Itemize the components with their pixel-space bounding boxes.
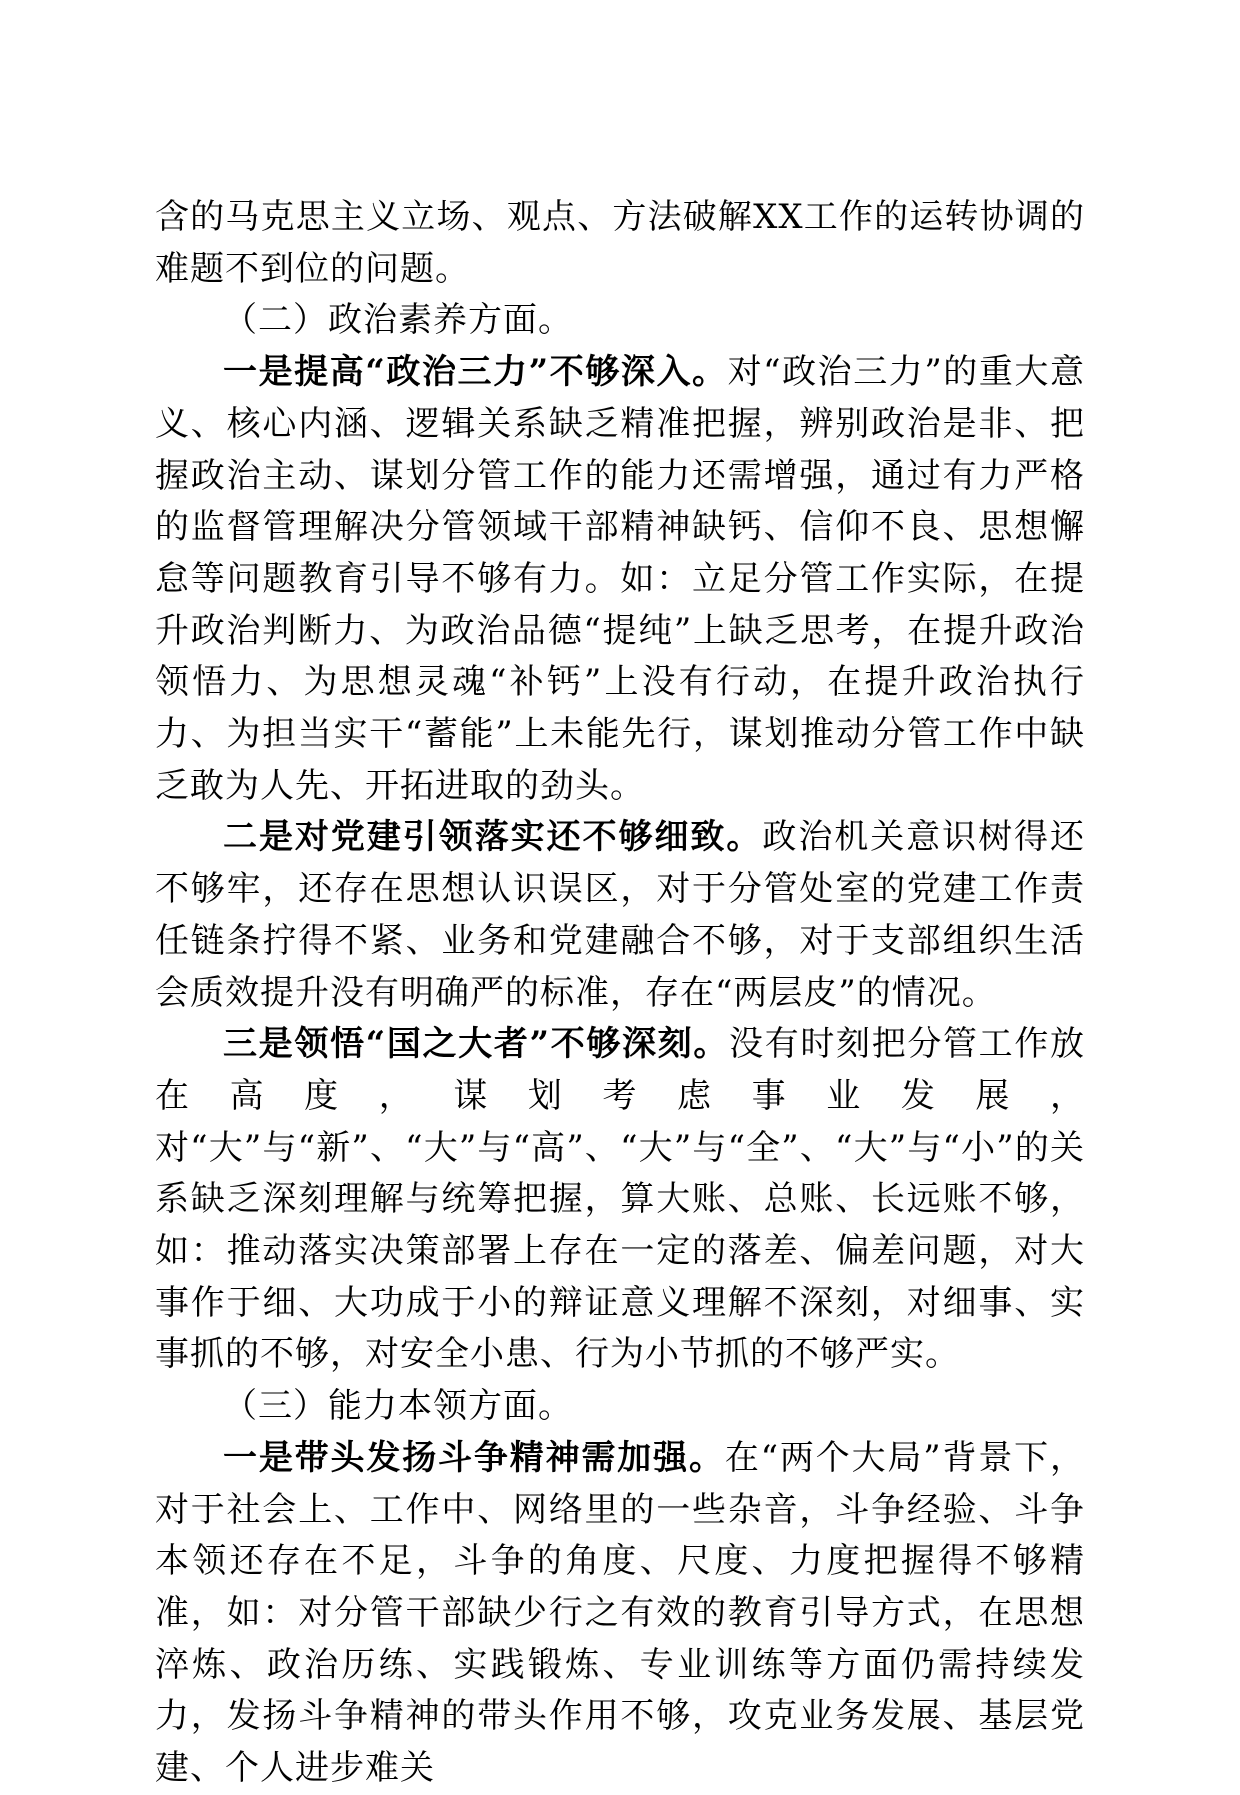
paragraph-text: 政治机关意识树得还不够牢，还存在思想认识误区，对于分管处室的党建工作责任链条拧得不紧、业务和党建融合不够，对于支部组织生活会质效提升没有明确严的标准，存在“两层皮”的情况。 — [155, 817, 1086, 1013]
paragraph-text: 没有时刻把分管工作放在高度，谋划考虑事业发展，对“大”与“新”、“大”与“高”、“大”与“全”、“大”与“小”的关系缺乏深刻理解与统筹把握，算大账、总账、长远账不够，如：推动落实决策部署上存在一定的落差、偏差问题，对大事作于细、大功成于小的辩证意义理解不深刻，对细事、实事抓的不够，对安全小患、行为小节抓的不够严实。 — [155, 1024, 1085, 1375]
section-heading-capability: （三）能力本领方面。 — [223, 1386, 573, 1427]
paragraph-text: 在“两个大局”背景下，对于社会上、工作中、网络里的一些杂音，斗争经验、斗争本领还存在不足，斗争的角度、尺度、力度把握得不够精准，如：对分管干部缺少行之有效的教育引导方式，在思想淬炼、政治历练、实践锻炼、专业训练等方面仍需持续发力，发扬斗争精神的带头作用不够，攻克业务发展、基层党建、个人进步难关 — [155, 1437, 1086, 1789]
document-body — [155, 192, 1085, 1795]
paragraph-lead: 二是对党建引领落实还不够细致。 — [223, 817, 763, 858]
paragraph-fighting-spirit — [155, 1433, 1085, 1795]
continuation-paragraph — [155, 192, 1085, 295]
paragraph-text: 对“政治三力”的重大意义、核心内涵、逻辑关系缺乏精准把握，辨别政治是非、把握政治主动、谋划分管工作的能力还需增强，通过有力严格的监督管理解决分管领域干部精神缺钙、信仰不良、思想懈怠等问题教育引导不够有力。如：立足分管工作实际，在提升政治判断力、为政治品德“提纯”上缺乏思考，在提升政治领悟力、为思想灵魂“补钙”上没有行动，在提升政治执行力、为担当实干“蓄能”上未能先行，谋划推动分管工作中缺乏敢为人先、开拓进取的劲头。 — [155, 352, 1085, 806]
section-heading-political-literacy: （二）政治素养方面。 — [223, 300, 573, 341]
continuation-text: 含的马克思主义立场、观点、方法破解XX工作的运转协调的难题不到位的问题。 — [155, 197, 1085, 289]
paragraph-political-three-abilities — [155, 347, 1085, 812]
paragraph-lead: 三是领悟“国之大者”不够深刻。 — [223, 1024, 730, 1065]
paragraph-national-priorities — [155, 1019, 1085, 1381]
paragraph-lead: 一是带头发扬斗争精神需加强。 — [223, 1437, 725, 1478]
paragraph-party-building — [155, 812, 1085, 1019]
paragraph-lead: 一是提高“政治三力”不够深入。 — [223, 352, 728, 393]
